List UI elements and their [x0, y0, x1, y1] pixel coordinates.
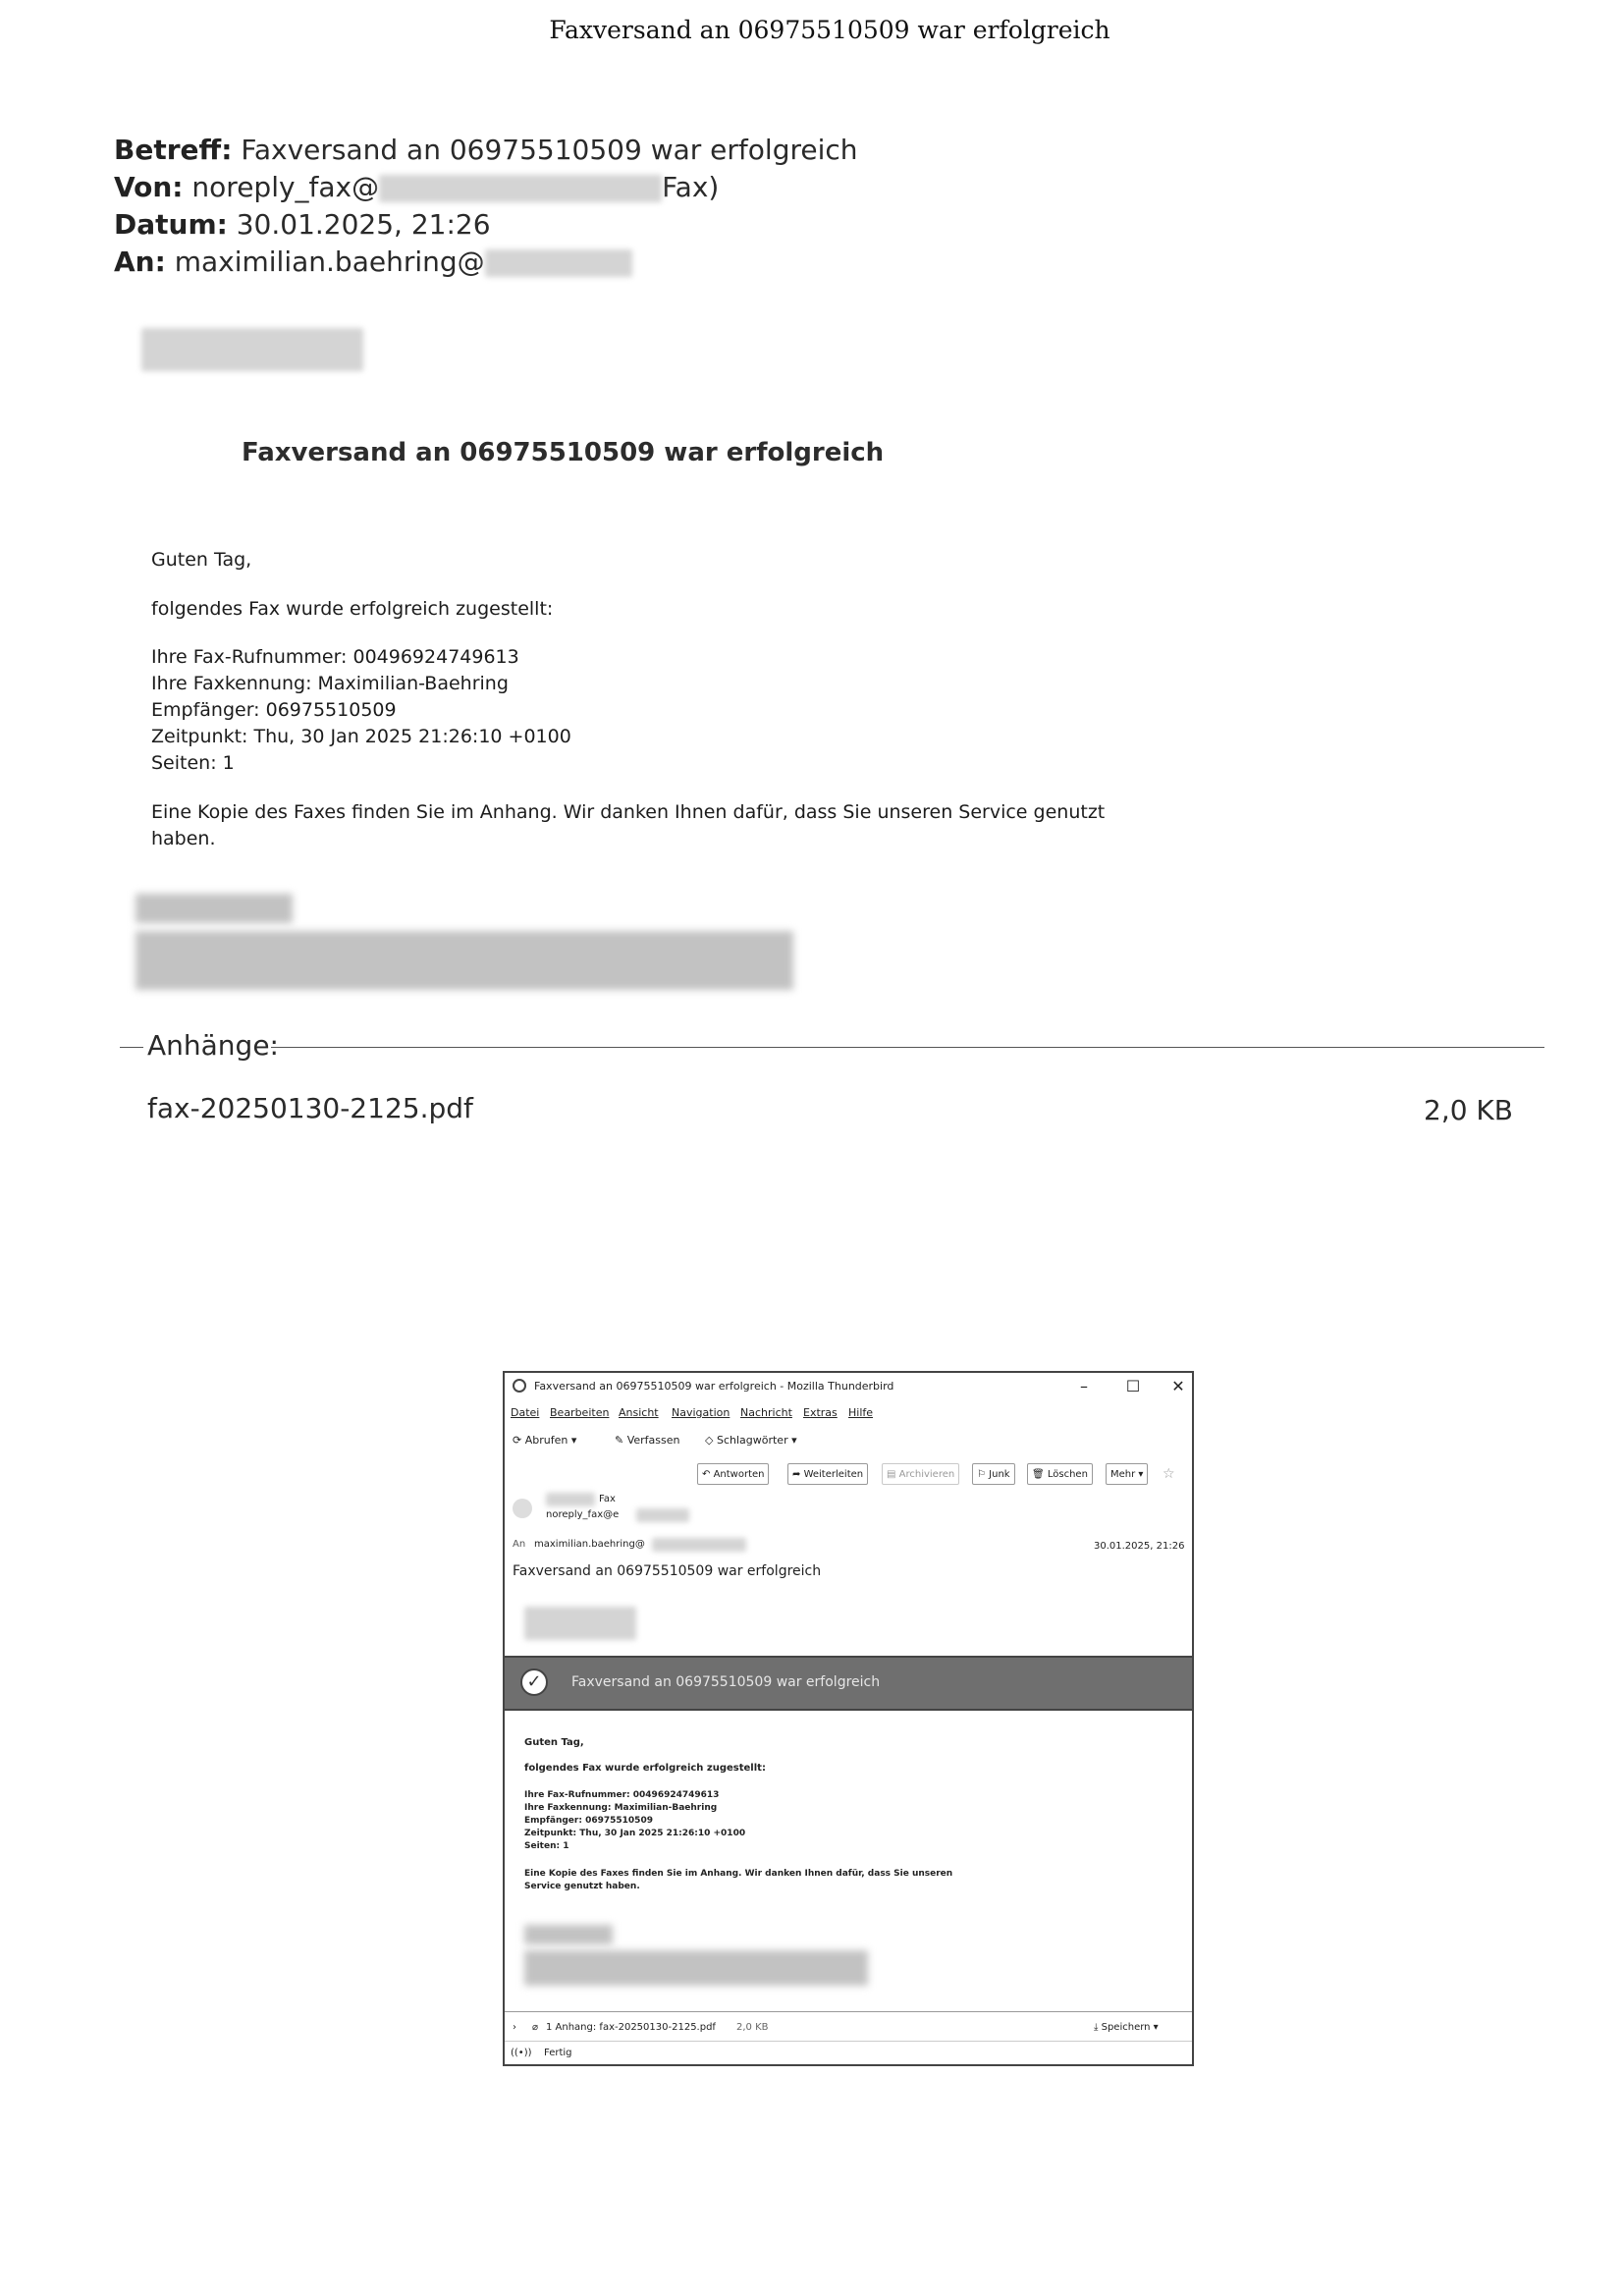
to-value: maximilian.baehring@ [174, 246, 485, 278]
subject-line [114, 132, 858, 169]
thunderbird-window-screenshot [503, 1371, 1194, 2066]
detail-line: Empfänger: 06975510509 [524, 1816, 653, 1826]
save-button[interactable]: ⤓ Speichern ▾ [1094, 2022, 1159, 2033]
forward-label: Weiterleiten [803, 1469, 864, 1480]
attachment-summary[interactable]: 1 Anhang: fax-20250130-2125.pdf [546, 2022, 716, 2033]
expand-icon[interactable]: › [513, 2022, 516, 2033]
delete-button[interactable]: 🗑 Löschen [1027, 1463, 1093, 1485]
menu-bearbeiten[interactable]: Bearbeiten [550, 1406, 610, 1419]
subject-value: Faxversand an 06975510509 war erfolgreich [241, 134, 858, 166]
more-button[interactable]: Mehr ▾ [1106, 1463, 1148, 1485]
attachment-size: 2,0 KB [736, 2022, 769, 2033]
from-line [114, 169, 719, 206]
to-address[interactable]: maximilian.baehring@ [534, 1539, 645, 1550]
detail-line: Ihre Faxkennung: Maximilian-Baehring [524, 1803, 718, 1813]
redacted-signature [524, 1925, 613, 1944]
attachment-file-size: 2,0 KB [1424, 1094, 1513, 1126]
tags-label: Schlagwörter [716, 1434, 788, 1447]
closing-line: Eine Kopie des Faxes finden Sie im Anhang. Wir danken Ihnen dafür, dass Sie unseren Service genutzt [151, 801, 1106, 823]
minimize-icon[interactable]: – [1080, 1377, 1088, 1395]
from-address[interactable]: noreply_fax@e [546, 1509, 620, 1520]
fetch-button[interactable]: ⟳ Abrufen ▾ [513, 1434, 577, 1447]
maximize-icon[interactable]: ☐ [1125, 1377, 1141, 1395]
menu-ansicht[interactable]: Ansicht [619, 1406, 659, 1419]
compose-label: Verfassen [626, 1434, 680, 1447]
attachments-rule [271, 1047, 1544, 1048]
closing-text [151, 799, 1105, 852]
archive-label: Archivieren [898, 1469, 955, 1480]
redacted-signature [135, 931, 793, 990]
avatar [513, 1499, 532, 1518]
status-bar-rule [505, 2041, 1192, 2042]
redacted-block [485, 249, 632, 277]
attachments-label: Anhänge: [147, 1029, 279, 1062]
intro-text: folgendes Fax wurde erfolgreich zugestellt: [524, 1763, 766, 1774]
message-subject: Faxversand an 06975510509 war erfolgreich [513, 1563, 822, 1579]
detail-line: Seiten: 1 [524, 1841, 569, 1851]
greeting: Guten Tag, [151, 549, 252, 571]
date-line [114, 206, 491, 244]
attachment-bar-rule [505, 2011, 1192, 2012]
from-value: noreply_fax@ [191, 171, 380, 203]
menu-extras[interactable]: Extras [803, 1406, 838, 1419]
redacted-block [546, 1493, 595, 1506]
archive-button[interactable]: ▤ Archivieren [882, 1463, 959, 1485]
thunderbird-icon [513, 1379, 526, 1393]
message-heading: Faxversand an 06975510509 war erfolgreich [242, 438, 885, 467]
detail-line: Zeitpunkt: Thu, 30 Jan 2025 21:26:10 +0100 [151, 726, 571, 747]
closing-line: haben. [151, 828, 216, 849]
window-title: Faxversand an 06975510509 war erfolgreich - Mozilla Thunderbird [534, 1380, 894, 1393]
junk-label: Junk [989, 1469, 1010, 1480]
to-label: An [513, 1539, 526, 1550]
detail-line: Ihre Faxkennung: Maximilian-Baehring [151, 673, 509, 694]
banner-title: Faxversand an 06975510509 war erfolgreich [571, 1674, 881, 1690]
from-label: Von: [114, 171, 184, 203]
redacted-signature [524, 1950, 868, 1986]
message-date: 30.01.2025, 21:26 [1094, 1541, 1185, 1552]
intro-text: folgendes Fax wurde erfolgreich zugestellt: [151, 598, 554, 620]
closing-line: Eine Kopie des Faxes finden Sie im Anhang. Wir danken Ihnen dafür, dass Sie unseren [524, 1869, 953, 1879]
date-label: Datum: [114, 208, 228, 241]
detail-line: Ihre Fax-Rufnummer: 00496924749613 [151, 646, 519, 668]
menu-navigation[interactable]: Navigation [672, 1406, 730, 1419]
detail-line: Seiten: 1 [151, 752, 235, 774]
detail-line: Zeitpunkt: Thu, 30 Jan 2025 21:26:10 +0100 [524, 1829, 746, 1838]
junk-button[interactable]: ⚐ Junk [972, 1463, 1015, 1485]
checkmark-icon: ✓ [520, 1668, 548, 1696]
subject-label: Betreff: [114, 134, 233, 166]
to-line [114, 244, 632, 281]
redacted-logo [141, 328, 363, 371]
activity-icon: ((•)) [511, 2048, 532, 2058]
status-text: Fertig [544, 2048, 572, 2058]
redacted-block [652, 1538, 746, 1552]
menu-datei[interactable]: Datei [511, 1406, 540, 1419]
from-value-end: Fax) [662, 171, 720, 203]
close-icon[interactable]: ✕ [1171, 1377, 1185, 1395]
closing-text [524, 1868, 952, 1893]
redacted-signature [135, 894, 293, 923]
from-name[interactable]: Fax [599, 1494, 616, 1504]
star-icon[interactable]: ☆ [1163, 1466, 1175, 1482]
attachments-rule [120, 1047, 143, 1048]
menu-nachricht[interactable]: Nachricht [740, 1406, 792, 1419]
more-label: Mehr [1110, 1469, 1136, 1480]
window-titlebar [505, 1373, 1192, 1400]
to-label: An: [114, 246, 166, 278]
details-block [524, 1789, 745, 1853]
forward-button[interactable]: ➦ Weiterleiten [787, 1463, 868, 1485]
success-banner [505, 1656, 1192, 1711]
redacted-logo [524, 1607, 636, 1640]
date-value: 30.01.2025, 21:26 [236, 208, 491, 241]
redacted-block [379, 175, 662, 202]
reply-label: Antworten [713, 1469, 765, 1480]
tags-button[interactable]: ◇ Schlagwörter ▾ [705, 1434, 797, 1447]
print-title: Faxversand an 06975510509 war erfolgreich [549, 16, 1110, 44]
details-block [151, 644, 571, 777]
attachment-file-name[interactable]: fax-20250130-2125.pdf [147, 1092, 473, 1124]
reply-button[interactable]: ↶ Antworten [697, 1463, 769, 1485]
fetch-label: Abrufen [524, 1434, 568, 1447]
closing-line: Service genutzt haben. [524, 1882, 640, 1891]
detail-line: Empfänger: 06975510509 [151, 699, 397, 721]
menu-hilfe[interactable]: Hilfe [848, 1406, 874, 1419]
redacted-block [636, 1508, 689, 1522]
compose-button[interactable]: ✎ Verfassen [615, 1434, 680, 1447]
save-label: Speichern [1101, 2022, 1151, 2033]
paperclip-icon: ⌀ [532, 2022, 539, 2033]
detail-line: Ihre Fax-Rufnummer: 00496924749613 [524, 1790, 720, 1800]
greeting: Guten Tag, [524, 1737, 584, 1748]
delete-label: Löschen [1047, 1469, 1088, 1480]
